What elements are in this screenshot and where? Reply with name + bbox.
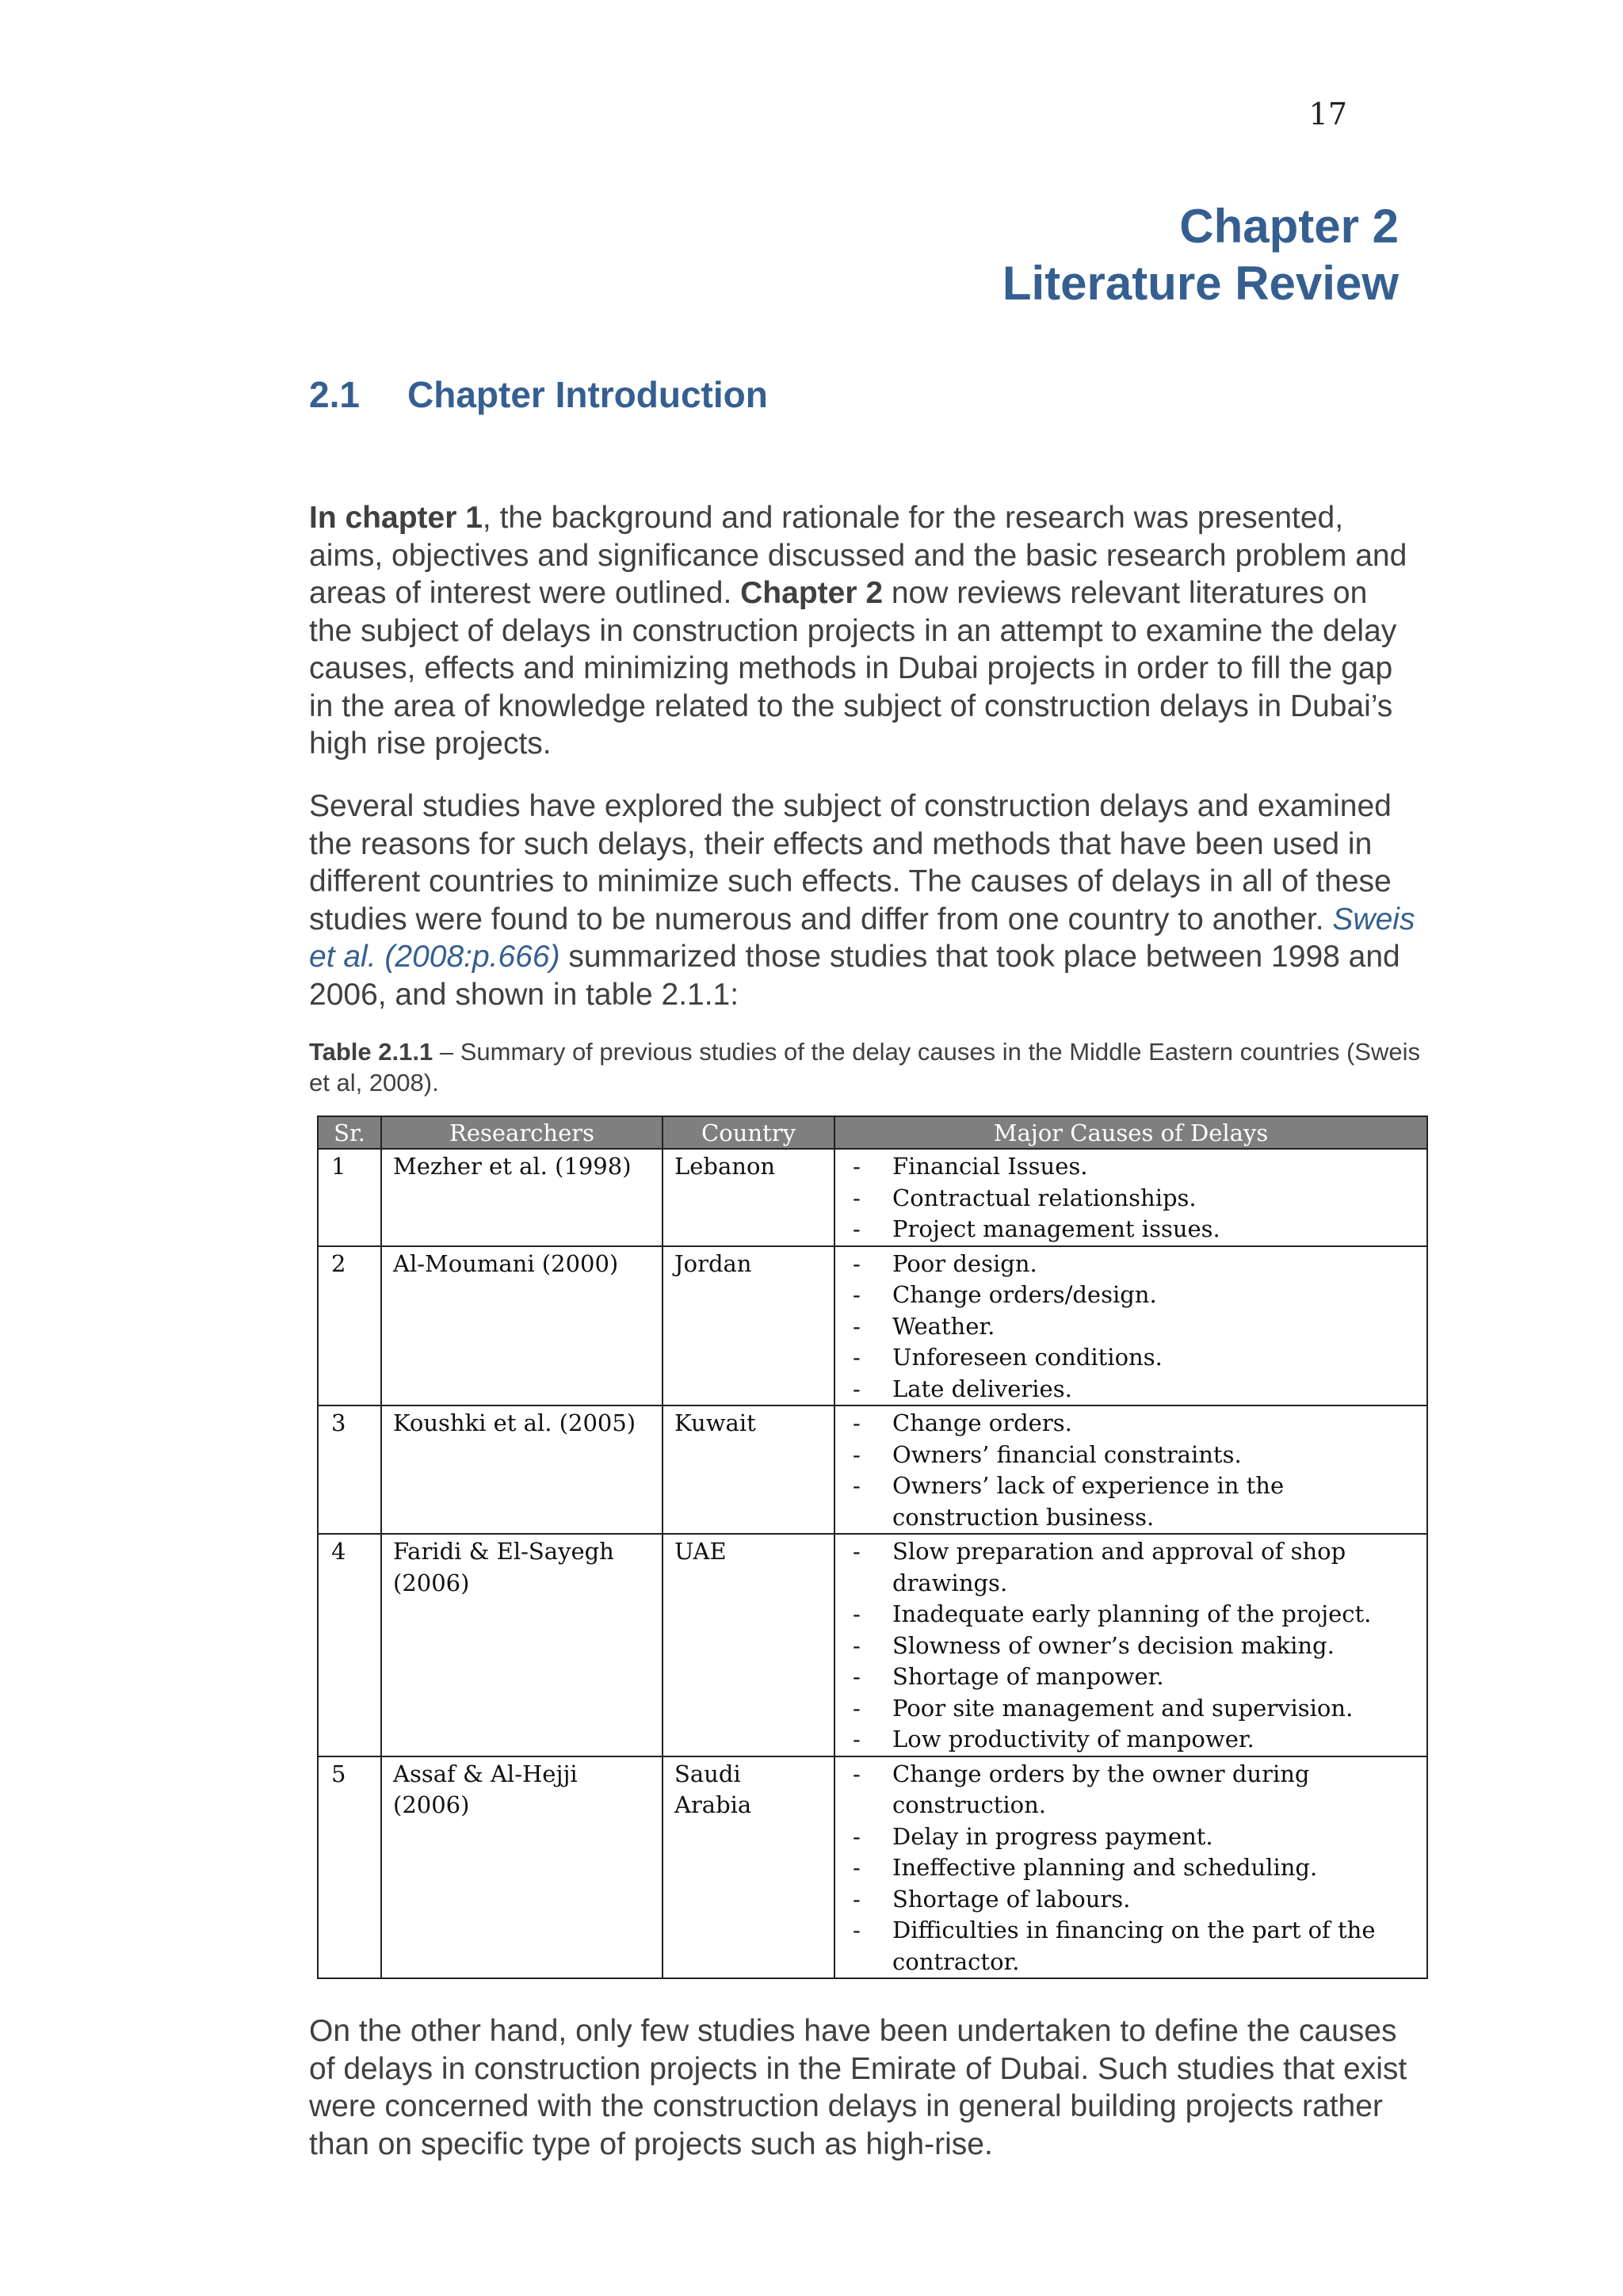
- cell-researchers: Faridi & El-Sayegh (2006): [381, 1534, 663, 1756]
- header-sr: Sr.: [318, 1116, 381, 1149]
- header-causes: Major Causes of Delays: [834, 1116, 1427, 1149]
- cause-item: - Change orders/design.: [846, 1280, 1415, 1311]
- table-row: [318, 1534, 1427, 1756]
- cause-item: - Delay in progress payment.: [846, 1821, 1415, 1853]
- cell-researchers: Mezher et al. (1998): [381, 1149, 663, 1246]
- cell-sr: 5: [318, 1756, 381, 1979]
- caption-label: Table 2.1.1: [309, 1038, 433, 1066]
- cell-country: Lebanon: [663, 1149, 834, 1246]
- section-title: Chapter Introduction: [407, 374, 768, 415]
- cell-researchers: Koushki et al. (2005): [381, 1405, 663, 1534]
- citation-link: Sweis et al. (2008:p.666): [309, 902, 1415, 974]
- cell-researchers: Assaf & Al-Hejji (2006): [381, 1756, 663, 1979]
- intro-paragraph: [309, 499, 1419, 763]
- bold-phrase: In chapter 1: [309, 501, 483, 535]
- chapter-number: Chapter 2: [1179, 200, 1399, 253]
- section-heading: [309, 372, 768, 417]
- table-row: [318, 1149, 1427, 1246]
- text-run: now reviews relevant literatures on the subject of delays in construction projects in an attempt to examine the delay causes, effects and minimizing methods in Dubai projects in order to fill the gap in the area of knowledge related to the subject of construction delays in Dubai’s high rise projects.: [309, 576, 1397, 761]
- table-row: [318, 1405, 1427, 1534]
- section-number: 2.1: [309, 374, 360, 415]
- chapter-title: Literature Review: [1002, 257, 1399, 310]
- cause-item: - Owners’ financial constraints.: [846, 1440, 1415, 1471]
- cell-sr: 4: [318, 1534, 381, 1756]
- cause-item: - Slow preparation and approval of shop drawings.: [846, 1536, 1415, 1599]
- table-caption: [309, 1036, 1434, 1098]
- text-run: , the background and rationale for the research was presented, aims, objectives and significance discussed and the basic research problem and areas of interest were outlined.: [309, 501, 1407, 610]
- cause-item: - Low productivity of manpower.: [846, 1724, 1415, 1756]
- table-row: [318, 1756, 1427, 1979]
- cell-sr: 1: [318, 1149, 381, 1246]
- cell-sr: 3: [318, 1405, 381, 1534]
- caption-text: – Summary of previous studies of the delay causes in the Middle Eastern countries (Sweis et al, 2008).: [309, 1038, 1421, 1097]
- page-number: 17: [1308, 97, 1347, 132]
- cause-item: - Poor design.: [846, 1249, 1415, 1280]
- cause-item: - Change orders.: [846, 1408, 1415, 1440]
- cause-item: - Shortage of manpower.: [846, 1661, 1415, 1693]
- cause-item: - Slowness of owner’s decision making.: [846, 1630, 1415, 1662]
- cause-item: - Ineffective planning and scheduling.: [846, 1852, 1415, 1884]
- causes-list: [846, 1151, 1415, 1245]
- cell-causes: [834, 1246, 1427, 1406]
- cell-causes: [834, 1149, 1427, 1246]
- cause-item: - Change orders by the owner during construction.: [846, 1759, 1415, 1821]
- bold-phrase: Chapter 2: [740, 576, 884, 610]
- header-researchers: Researchers: [381, 1116, 663, 1149]
- cell-causes: [834, 1534, 1427, 1756]
- studies-table: [317, 1116, 1428, 1979]
- cause-item: - Unforeseen conditions.: [846, 1342, 1415, 1374]
- cell-country: UAE: [663, 1534, 834, 1756]
- cause-item: - Difficulties in financing on the part of the contractor.: [846, 1915, 1415, 1978]
- cause-item: - Contractual relationships.: [846, 1183, 1415, 1215]
- cause-item: - Weather.: [846, 1311, 1415, 1343]
- cell-country: Kuwait: [663, 1405, 834, 1534]
- cell-country: Jordan: [663, 1246, 834, 1406]
- cell-causes: [834, 1756, 1427, 1979]
- cause-item: - Owners’ lack of experience in the construction business.: [846, 1470, 1415, 1533]
- causes-list: [846, 1536, 1415, 1756]
- closing-paragraph: On the other hand, only few studies have been undertaken to define the causes of delays in construction projects in the Emirate of Dubai. Such studies that exist were concerned with the construction delays in general building projects rather than on specific type of projects such as high-rise.: [309, 2014, 1407, 2161]
- cause-item: - Shortage of labours.: [846, 1884, 1415, 1916]
- cause-item: - Poor site management and supervision.: [846, 1693, 1415, 1725]
- causes-list: [846, 1249, 1415, 1405]
- causes-list: [846, 1408, 1415, 1533]
- cause-item: - Project management issues.: [846, 1214, 1415, 1245]
- table-row: [318, 1246, 1427, 1406]
- chapter-heading: [1002, 198, 1399, 312]
- cause-item: - Financial Issues.: [846, 1151, 1415, 1183]
- text-run: Several studies have explored the subject of construction delays and examined the reasons for such delays, their effects and methods that have been used in different countries to minimize such effects. The causes of delays in all of these studies were found to be numerous and differ from one country to another.: [309, 789, 1392, 936]
- table-header-row: [318, 1116, 1427, 1149]
- cell-researchers: Al-Moumani (2000): [381, 1246, 663, 1406]
- studies-paragraph: [309, 788, 1419, 1013]
- cell-causes: [834, 1405, 1427, 1534]
- cell-country: Saudi Arabia: [663, 1756, 834, 1979]
- text-run: summarized those studies that took place between 1998 and 2006, and shown in table 2.1.1:: [309, 940, 1400, 1012]
- cell-sr: 2: [318, 1246, 381, 1406]
- header-country: Country: [663, 1116, 834, 1149]
- cause-item: - Inadequate early planning of the project.: [846, 1599, 1415, 1630]
- causes-list: [846, 1759, 1415, 1978]
- cause-item: - Late deliveries.: [846, 1374, 1415, 1405]
